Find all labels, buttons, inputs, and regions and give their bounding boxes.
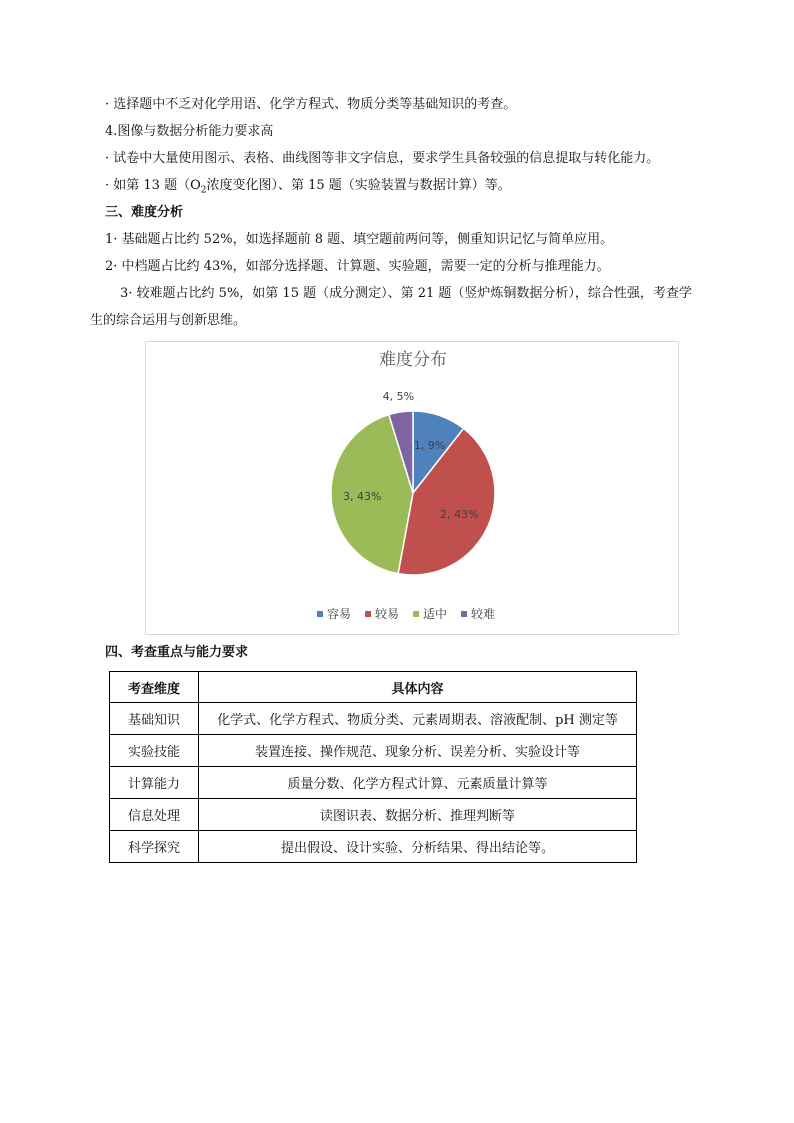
table-cell-dimension: 科学探究 [110, 831, 199, 863]
difficulty-item-1: 1· 基础题占比约 52%，如选择题前 8 题、填空题前两问等，侧重知识记忆与简单应用。 [105, 232, 614, 247]
legend-marker-3 [413, 611, 419, 617]
table-cell-dimension: 信息处理 [110, 799, 199, 831]
legend-marker-4 [461, 611, 467, 617]
difficulty-item-3: 3· 较难题占比约 5%，如第 15 题（成分测定）、第 21 题（竖炉炼铜数据分析），综合性强，考查学 [120, 286, 692, 301]
o2-subscript: 2 [200, 185, 207, 196]
difficulty-item-2: 2· 中档题占比约 43%，如部分选择题、计算题、实验题，需要一定的分析与推理能力。 [105, 259, 610, 274]
data-label-3: 3, 43% [343, 489, 382, 503]
table-cell-dimension: 基础知识 [110, 703, 199, 735]
table-row [110, 799, 637, 831]
table-cell-content: 提出假设、设计实验、分析结果、得出结论等。 [199, 831, 637, 863]
data-label-2: 2, 43% [440, 507, 479, 521]
legend-label-2: 较易 [375, 607, 400, 621]
table-row [110, 703, 637, 735]
paragraph-nontext-info: · 试卷中大量使用图示、表格、曲线图等非文字信息，要求学生具备较强的信息提取与转化能力。 [105, 151, 660, 166]
heading-graph-data: 4.图像与数据分析能力要求高 [105, 124, 274, 139]
table-row [110, 735, 637, 767]
paragraph-examples [105, 178, 511, 199]
table-cell-content: 读图识表、数据分析、推理判断等 [199, 799, 637, 831]
table-cell-content: 质量分数、化学方程式计算、元素质量计算等 [199, 767, 637, 799]
table-header-content: 具体内容 [199, 672, 637, 703]
legend-marker-2 [365, 611, 371, 617]
data-label-1: 1, 9% [413, 438, 446, 452]
table-row [110, 767, 637, 799]
paragraph-mcq-basics: · 选择题中不乏对化学用语、化学方程式、物质分类等基础知识的考查。 [105, 97, 517, 112]
table-header-dimension: 考查维度 [110, 672, 199, 703]
chart-title: 难度分布 [379, 350, 447, 370]
pie-chart [145, 341, 679, 635]
examples-text-b: 浓度变化图）、第 15 题（实验装置与数据计算）等。 [206, 178, 511, 193]
table-row [110, 831, 637, 863]
table-cell-content: 装置连接、操作规范、现象分析、误差分析、实验设计等 [199, 735, 637, 767]
legend-label-3: 适中 [423, 607, 448, 621]
legend-label-4: 较难 [471, 607, 496, 621]
data-label-4: 4, 5% [382, 390, 415, 404]
table-cell-dimension: 实验技能 [110, 735, 199, 767]
table-header-row [110, 672, 637, 703]
section-heading-difficulty: 三、难度分析 [105, 205, 184, 220]
examples-text-a: · 如第 13 题（O [105, 178, 201, 193]
table-cell-content: 化学式、化学方程式、物质分类、元素周期表、溶液配制、pH 测定等 [199, 703, 637, 735]
table-cell-dimension: 计算能力 [110, 767, 199, 799]
section-heading-focus: 四、考查重点与能力要求 [105, 645, 249, 660]
focus-table [109, 671, 637, 863]
legend-marker-1 [317, 611, 323, 617]
legend-label-1: 容易 [327, 607, 352, 621]
difficulty-item-3-cont: 生的综合运用与创新思维。 [90, 313, 247, 328]
pie-chart-svg [146, 342, 678, 634]
